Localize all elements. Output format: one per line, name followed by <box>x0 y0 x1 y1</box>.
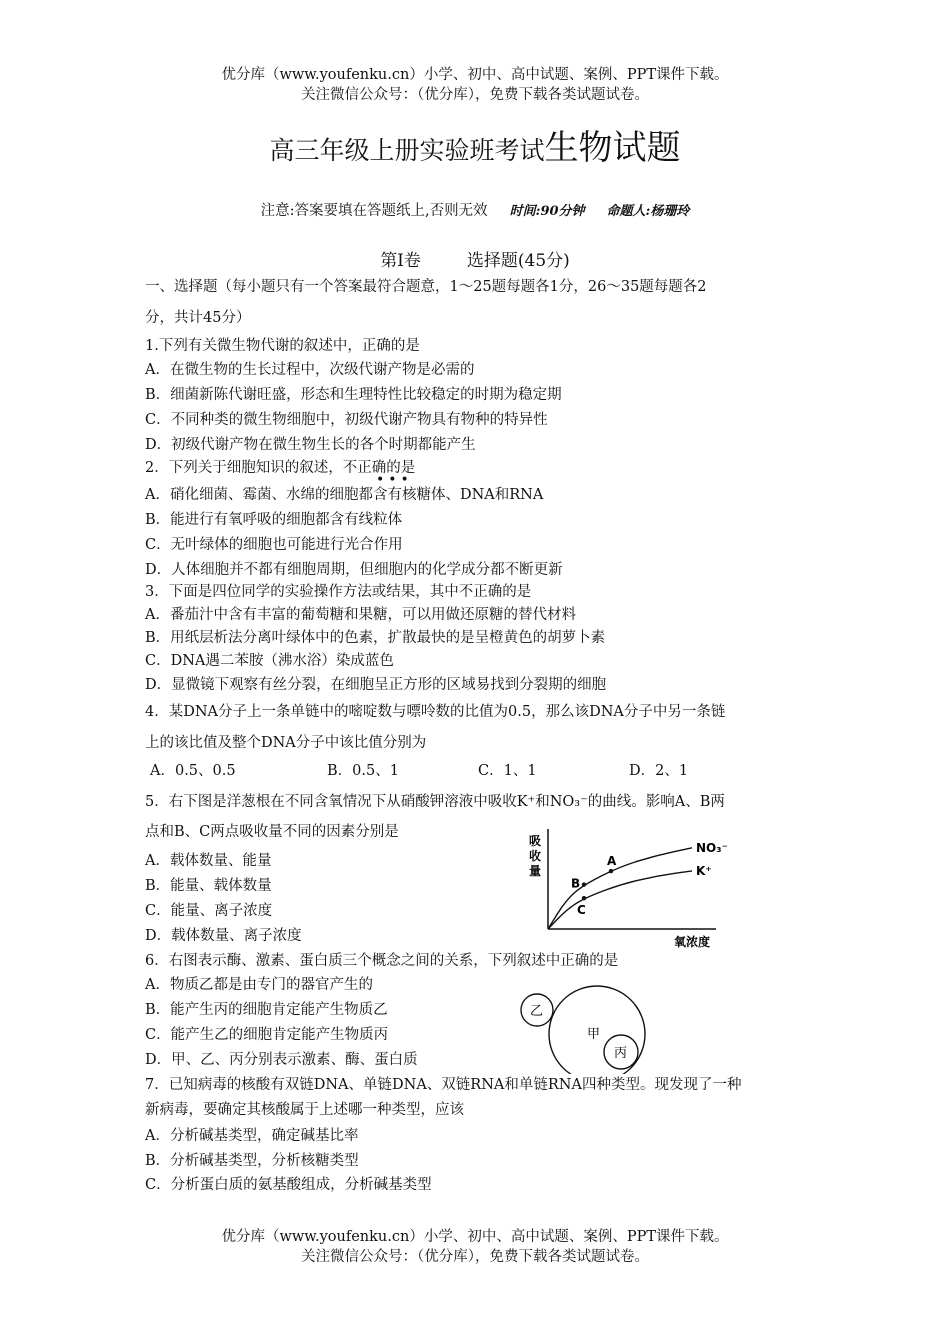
point-c <box>582 896 586 900</box>
q7-option-a: A．分析碱基类型，确定碱基比率 <box>145 1128 359 1144</box>
q1-option-c: C．不同种类的微生物细胞中，初级代谢产物具有物种的特异性 <box>145 412 548 428</box>
q7-stem-1: 7．已知病毒的核酸有双链DNA、单链DNA、双链RNA和单链RNA四种类型。现发现了一种 <box>145 1074 741 1096</box>
instructions-line-1: 一、选择题（每小题只有一个答案最符合题意，1～25题每题各1分，26～35题每题各2 <box>145 279 707 295</box>
venn-label-outer: 甲 <box>587 1027 601 1042</box>
point-b <box>582 882 586 886</box>
q4-options <box>150 760 688 782</box>
title-part-2: 生物试题 <box>544 128 681 168</box>
y-axis-label: 收 <box>529 849 542 863</box>
q4-stem-1: 4．某DNA分子上一条单链中的嘧啶数与嘌呤数的比值为0.5，那么该DNA分子中另一条链 <box>145 704 726 720</box>
q5-option-d: D．载体数量、离子浓度 <box>145 928 302 944</box>
q7-stem-2: 新病毒，要确定其核酸属于上述哪一种类型，应该 <box>145 1102 464 1118</box>
q5-option-c: C．能量、离子浓度 <box>145 903 273 919</box>
q3-stem: 3．下面是四位同学的实验操作方法或结果，其中不正确的是 <box>145 584 532 600</box>
footer-line-1: 优分库（www.youfenku.cn）小学、初中、高中试题、案例、PPT课件下载。 <box>221 1229 729 1245</box>
absorption-chart <box>520 825 730 950</box>
point-a <box>609 869 613 873</box>
x-axis-label: 氧浓度 <box>674 935 711 949</box>
q5-option-b: B．能量、载体数量 <box>145 878 272 894</box>
q6-stem: 6．右图表示酶、激素、蛋白质三个概念之间的关系，下列叙述中正确的是 <box>145 953 619 969</box>
venn-diagram <box>515 982 675 1082</box>
q4-option-a: A．0.5、0.5 <box>150 763 236 779</box>
q5-option-a: A．载体数量、能量 <box>145 853 272 869</box>
notice <box>0 201 950 222</box>
series-label: NO₃⁻ <box>696 840 728 855</box>
venn-label-inner: 丙 <box>614 1046 628 1061</box>
q6-option-a: A．物质乙都是由专门的器官产生的 <box>145 977 373 993</box>
q2-option-d: D．人体细胞并不都有细胞周期，但细胞内的化学成分都不断更新 <box>145 562 563 578</box>
q2-stem: 2．下列关于细胞知识的叙述，不正确的是 <box>145 460 416 476</box>
q1-option-d: D．初级代谢产物在微生物生长的各个时期都能产生 <box>145 437 476 453</box>
q4-stem-2: 上的该比值及整个DNA分子中该比值分别为 <box>145 735 427 751</box>
section-label: 第Ⅰ卷 <box>380 251 421 271</box>
q2-option-b: B．能进行有氧呼吸的细胞都含有线粒体 <box>145 512 403 528</box>
q4-option-b: B．0.5、1 <box>327 763 399 779</box>
header-line-1: 优分库（www.youfenku.cn）小学、初中、高中试题、案例、PPT课件下载。 <box>221 67 729 83</box>
notice-text: 注意:答案要填在答题纸上,否则无效 <box>260 203 488 219</box>
footer-line-2: 关注微信公众号：（优分库），免费下载各类试题试卷。 <box>301 1249 649 1265</box>
exam-time: 时间:90分钟 <box>509 204 585 219</box>
instructions-line-2: 分，共计45分） <box>145 310 251 326</box>
q1-option-a: A．在微生物的生长过程中，次级代谢产物是必需的 <box>145 362 475 378</box>
q7-option-c: C．分析蛋白质的氨基酸组成，分析碱基类型 <box>145 1177 432 1193</box>
emphasis-dots: ••• <box>376 472 413 488</box>
q1-stem: 1.下列有关微生物代谢的叙述中，正确的是 <box>145 338 420 354</box>
q5-stem-1: 5．右下图是洋葱根在不同含氧情况下从硝酸钾溶液中吸收K⁺和NO₃⁻的曲线。影响A、B两 <box>145 794 725 810</box>
section-name: 选择题(45分) <box>466 251 570 271</box>
q3-option-d: D．显微镜下观察有丝分裂，在细胞呈正方形的区域易找到分裂期的细胞 <box>145 677 607 693</box>
page-title <box>0 130 950 169</box>
title-part-1: 高三年级上册实验班考试 <box>269 136 545 165</box>
q2-option-a: A．硝化细菌、霉菌、水绵的细胞都含有核糖体、DNA和RNA <box>145 487 544 503</box>
q4-option-c: C．1、1 <box>478 763 537 779</box>
q3-option-b: B．用纸层析法分离叶绿体中的色素，扩散最快的是呈橙黄色的胡萝卜素 <box>145 630 606 646</box>
point-label: C <box>577 903 586 918</box>
section-heading <box>0 250 950 272</box>
y-axis-label: 量 <box>529 864 542 878</box>
q6-option-c: C．能产生乙的细胞肯定能产生物质丙 <box>145 1027 389 1043</box>
header-line-2: 关注微信公众号：（优分库），免费下载各类试题试卷。 <box>301 87 649 103</box>
series-label: K⁺ <box>696 863 712 878</box>
q3-option-a: A．番茄汁中含有丰富的葡萄糖和果糖，可以用做还原糖的替代材料 <box>145 607 576 623</box>
series-line-k <box>548 871 692 929</box>
series-line-no3 <box>548 848 692 929</box>
q1-option-b: B．细菌新陈代谢旺盛，形态和生理特性比较稳定的时期为稳定期 <box>145 387 562 403</box>
y-axis-label: 吸 <box>529 834 542 848</box>
venn-label-left: 乙 <box>530 1004 544 1019</box>
q6-option-b: B．能产生丙的细胞肯定能产生物质乙 <box>145 1002 388 1018</box>
point-label: B <box>571 876 581 891</box>
q7-option-b: B．分析碱基类型，分析核糖类型 <box>145 1153 359 1169</box>
q5-stem-2: 点和B、C两点吸收量不同的因素分别是 <box>145 824 399 840</box>
point-label: A <box>607 854 617 869</box>
exam-author: 命题人:杨珊玲 <box>606 204 690 219</box>
q6-option-d: D．甲、乙、丙分别表示激素、酶、蛋白质 <box>145 1052 418 1068</box>
q2-option-c: C．无叶绿体的细胞也可能进行光合作用 <box>145 537 403 553</box>
q3-option-c: C．DNA遇二苯胺（沸水浴）染成蓝色 <box>145 653 394 669</box>
q4-option-d: D．2、1 <box>629 763 689 779</box>
